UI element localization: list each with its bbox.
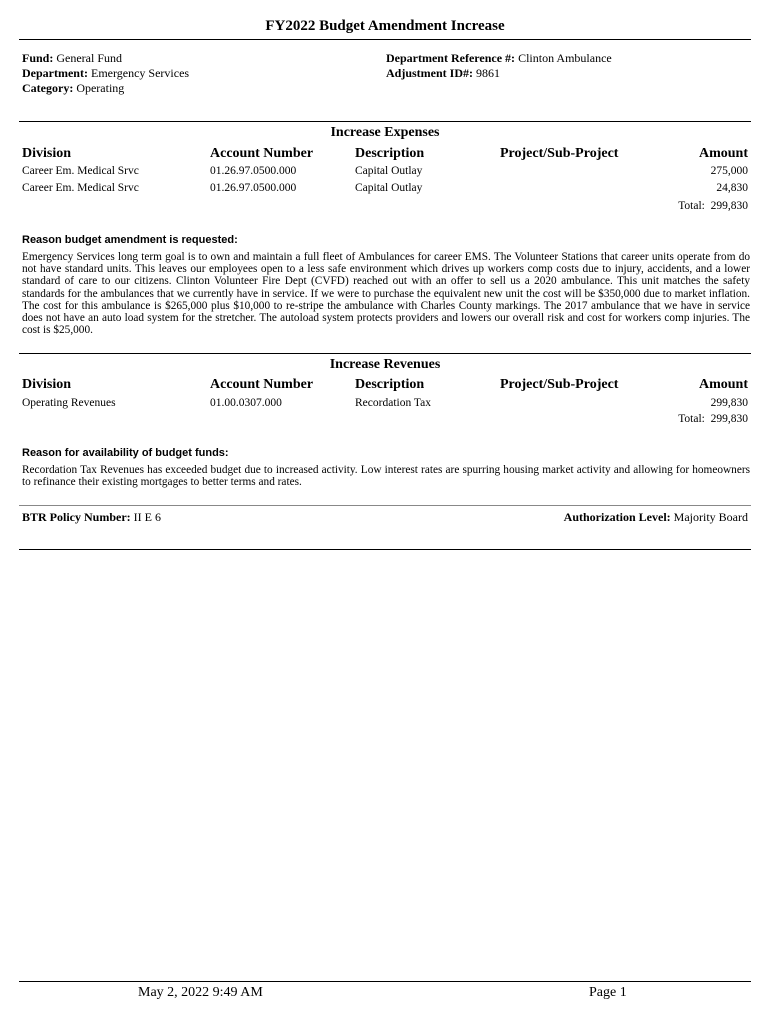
revenues-section-title: Increase Revenues: [329, 357, 441, 372]
total-value: 299,830: [710, 413, 748, 425]
col-description: Description: [355, 377, 425, 392]
header-right: [386, 51, 612, 81]
cell-account: 01.00.0307.000: [210, 397, 282, 409]
expense-reason-title: Reason budget amendment is requested:: [22, 234, 238, 246]
expenses-total: [560, 200, 748, 212]
cell-amount: 275,000: [710, 165, 748, 177]
revenues-total: [560, 413, 748, 425]
col-account-number: Account Number: [210, 146, 314, 161]
btr-value: II E 6: [133, 510, 161, 524]
department-line: Department: Emergency Services: [22, 66, 190, 80]
col-project: Project/Sub-Project: [500, 377, 619, 392]
col-division: Division: [22, 377, 72, 392]
department-value: Emergency Services: [90, 66, 190, 80]
col-amount: Amount: [698, 146, 748, 161]
col-description: Description: [355, 146, 425, 161]
header-left: [22, 51, 189, 96]
footer-page-number: Page 1: [589, 985, 627, 1000]
col-project: Project/Sub-Project: [500, 146, 619, 161]
revenue-reason-title: Reason for availability of budget funds:: [22, 447, 229, 459]
total-label: Total:: [678, 200, 705, 212]
btr-label: BTR Policy Number:: [22, 510, 131, 524]
cell-division: Career Em. Medical Srvc: [22, 165, 139, 177]
adjustment-value: 9861: [476, 66, 500, 80]
footer-divider: [19, 981, 751, 982]
cell-description: Capital Outlay: [355, 165, 423, 177]
cell-account: 01.26.97.0500.000: [210, 165, 297, 177]
fund-value: General Fund: [56, 51, 123, 65]
col-amount: Amount: [698, 377, 748, 392]
policy-divider: [19, 505, 751, 506]
expenses-section-title: Increase Expenses: [330, 125, 440, 140]
col-division: Division: [22, 146, 72, 161]
cell-account: 01.26.97.0500.000: [210, 182, 297, 194]
dept-ref-value: Clinton Ambulance: [518, 51, 612, 65]
expense-reason-text: Emergency Services long term goal is to own and maintain a full fleet of Ambulances for career EMS. The Volunteer Stations that career units operate from do not have standard units. This leaves our employees open to a less safe environment which drives up workers comp costs due to injury, accidents, and a lower standard of care to our citizens. Clinton Volunteer Fire Dept (CVFD) reached out with an offer to sell us a 2020 ambulance. This unit matches the safety standards for the ambulances that we currently have in service. If we were to purchase the equivalent new unit the cost will be $350,000 due to market inflation. The cost for this ambulance is $265,000 plus $10,000 to re-stripe the ambulance with Charles County markings. The 2017 ambulance that we have in service does not have an auto load system for the stretcher. The autoload system protects providers and lowers our overall risk and cost for workers comp injuries. The cost is $25,000.: [22, 251, 750, 337]
auth-label: Authorization Level:: [563, 510, 671, 524]
auth-value: Majority Board: [673, 510, 748, 524]
policy-bottom-divider: [19, 549, 751, 550]
authorization-level: [440, 510, 748, 525]
cell-division: Career Em. Medical Srvc: [22, 182, 139, 194]
cell-description: Capital Outlay: [355, 182, 423, 194]
category-value: Operating: [76, 81, 125, 95]
title-divider: [19, 39, 751, 40]
total-value: 299,830: [710, 200, 748, 212]
col-account-number: Account Number: [210, 377, 314, 392]
revenue-reason-text: Recordation Tax Revenues has exceeded budget due to increased activity. Low interest rates are spurring housing market activity and allowing for homeowners to refinance their existing mortgages to better terms and rates.: [22, 464, 750, 489]
adjustment-line: Adjustment ID#: 9861: [386, 66, 500, 80]
category-line: Category: Operating: [22, 81, 125, 95]
cell-division: Operating Revenues: [22, 397, 116, 409]
total-label: Total:: [678, 413, 705, 425]
page-title: FY2022 Budget Amendment Increase: [265, 18, 505, 34]
revenues-divider: [19, 353, 751, 354]
cell-amount: 24,830: [716, 182, 748, 194]
fund-line: Fund: General Fund: [22, 51, 123, 65]
expenses-divider: [19, 121, 751, 122]
cell-amount: 299,830: [710, 397, 748, 409]
footer-datetime: May 2, 2022 9:49 AM: [138, 985, 263, 1000]
dept-ref-line: Department Reference #: Clinton Ambulance: [386, 51, 612, 65]
btr-policy: [22, 510, 161, 525]
cell-description: Recordation Tax: [355, 397, 431, 409]
